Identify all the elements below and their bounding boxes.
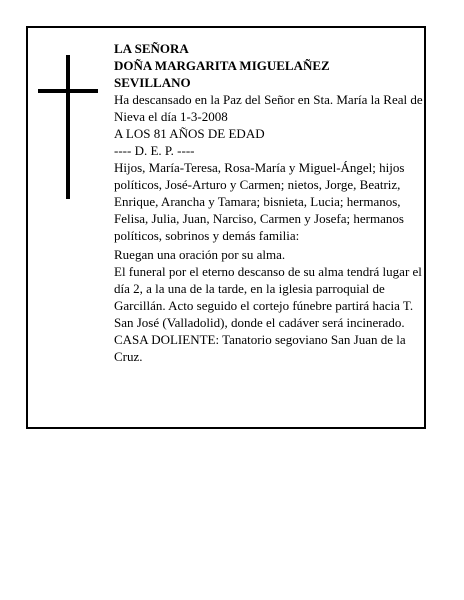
obituary-notice: [26, 26, 426, 429]
cross-horizontal-bar: [38, 89, 98, 93]
prayer-request: Ruegan una oración por su alma.: [114, 247, 286, 262]
family-list: Hijos, María-Teresa, Rosa-María y Miguel-Ángel; hijos políticos, José-Arturo y Carmen; nietos, Jorge, Beatriz, Enrique, Arancha y Tamara; bisnieta, Lucia; hermanos, Felisa, Julia, Juan, Narciso, Carmen y Josefa; hermanos políticos, sobrinos y demás familia:: [114, 160, 405, 243]
funeral-details: El funeral por el eterno descanso de su alma tendrá lugar el día 2, a la una de la tarde, en la iglesia parroquial de Garcillán. Acto seguido el cortejo fúnebre partirá hacia T. San José (Valladolid), donde el cadáver será incinerado.: [114, 264, 422, 330]
deceased-name-line1: DOÑA MARGARITA MIGUELAÑEZ: [114, 58, 330, 73]
deceased-name-line2: SEVILLANO: [114, 75, 191, 90]
cross-icon: [38, 55, 98, 199]
honorific: LA SEÑORA: [114, 41, 189, 56]
notice-text: [114, 40, 424, 365]
rip-line: ---- D. E. P. ----: [114, 143, 195, 158]
death-statement: Ha descansado en la Paz del Señor en Sta. María la Real de Nieva el día 1-3-2008: [114, 92, 423, 124]
cross-vertical-bar: [66, 55, 70, 199]
mourning-house: CASA DOLIENTE: Tanatorio segoviano San Juan de la Cruz.: [114, 332, 406, 364]
age-statement: A LOS 81 AÑOS DE EDAD: [114, 126, 265, 141]
